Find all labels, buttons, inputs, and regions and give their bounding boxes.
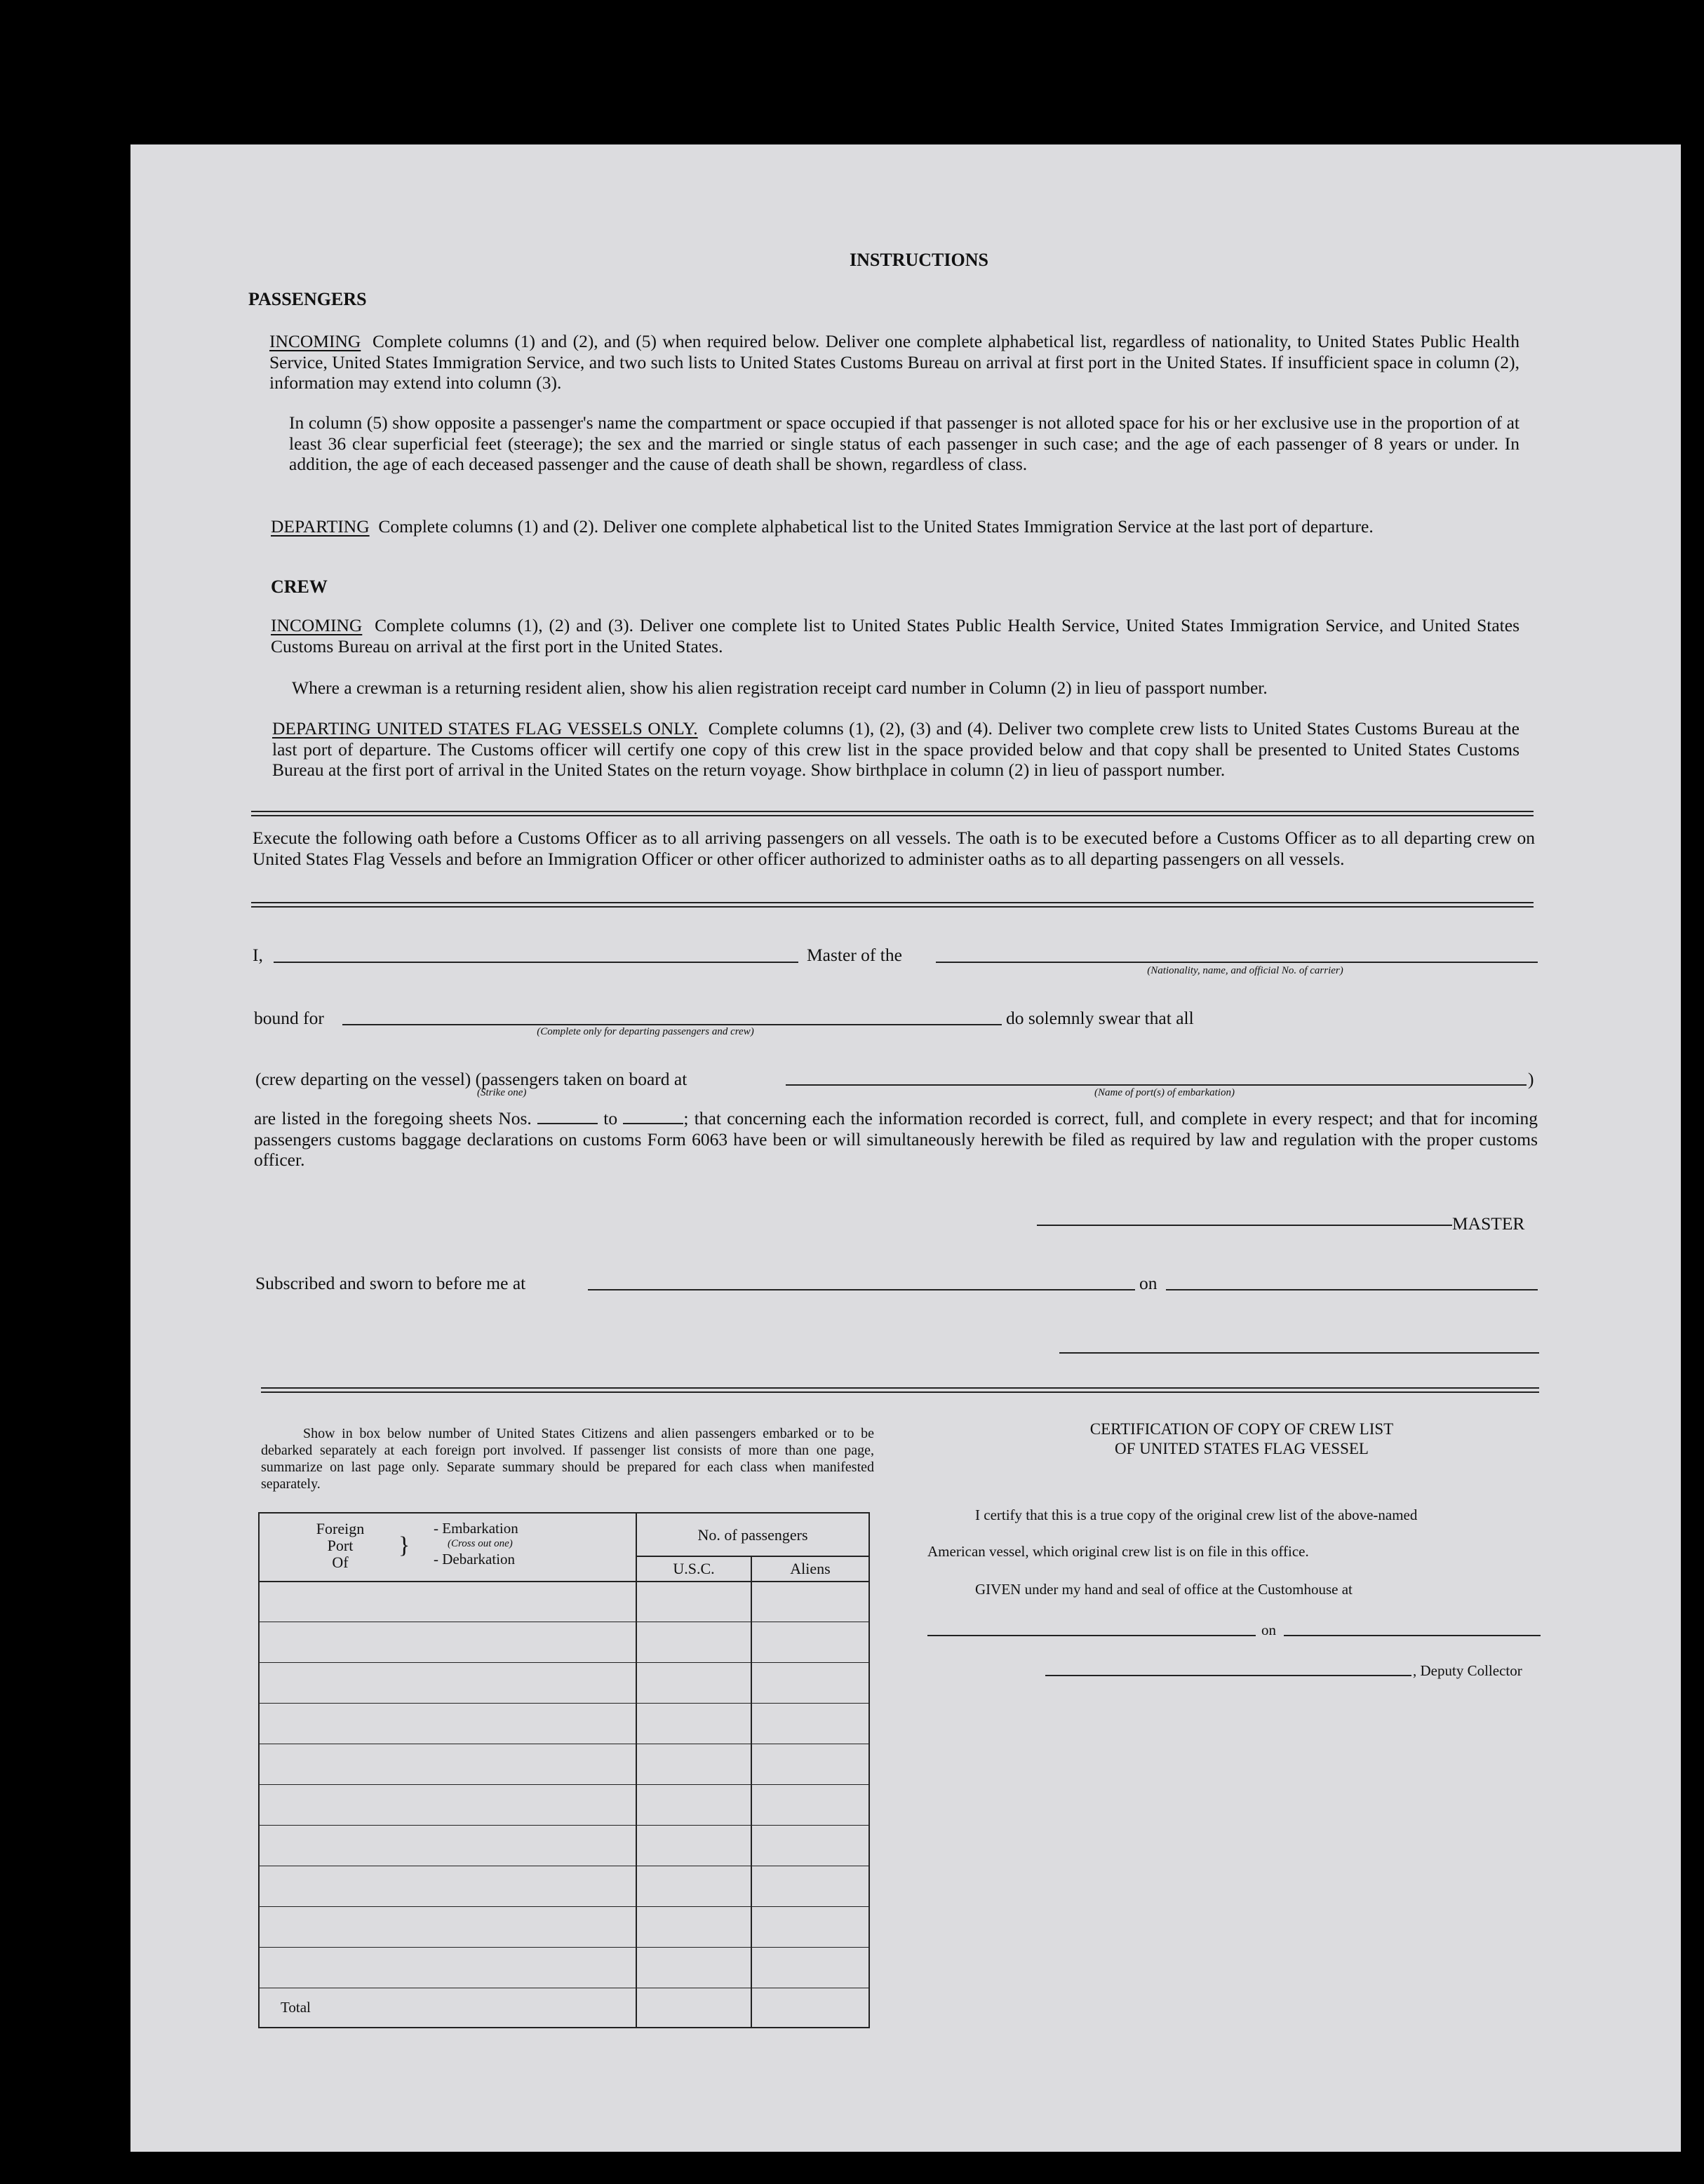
bound-for-label: bound for <box>254 1008 324 1028</box>
listed-to-text: to <box>603 1108 618 1128</box>
crew-incoming-text: Complete columns (1), (2) and (3). Deliver one complete list to United States Public Health Service, United States Immigration Service, and United States Customs Bureau on arrival at the first port in the United States. <box>271 615 1519 656</box>
oath-instructions: Execute the following oath before a Customs Officer as to all arriving passengers on all vessels. The oath is to be executed before a Customs Officer as to all departing crew on United States Flag Vessels and before an Immigration Officer or other officer authorized to administer oaths as to all departing passengers on all vessels. <box>253 828 1535 869</box>
master-of-the-label: Master of the <box>807 945 902 965</box>
bound-for-caption: (Complete only for departing passengers and crew) <box>537 1026 754 1037</box>
brace-icon: } <box>398 1532 410 1558</box>
passengers-incoming-paragraph <box>269 331 1519 393</box>
crew-departing-paragraph <box>272 718 1519 781</box>
strike-one-caption: (Strike one) <box>477 1087 527 1098</box>
section-divider <box>251 811 1534 816</box>
deputy-collector-label: , Deputy Collector <box>1413 1662 1522 1679</box>
crew-departing-label: DEPARTING UNITED STATES FLAG VESSELS ONLY. <box>272 718 698 739</box>
passengers-departing-label: DEPARTING <box>271 516 370 537</box>
section-divider <box>261 1387 1539 1393</box>
given-line: GIVEN under my hand and seal of office at the Customhouse at <box>975 1581 1353 1598</box>
customhouse-line[interactable] <box>927 1635 1256 1636</box>
embarkation-label: - Embarkation <box>434 1520 518 1537</box>
certification-title <box>996 1420 1487 1459</box>
sworn-date-line[interactable] <box>1166 1289 1538 1290</box>
master-label: MASTER <box>1452 1213 1525 1234</box>
section-divider <box>251 902 1534 908</box>
passenger-summary-table <box>258 1512 870 2028</box>
close-paren: ) <box>1528 1069 1534 1089</box>
sworn-place-line[interactable] <box>588 1289 1135 1290</box>
sheet-from-field[interactable] <box>537 1110 598 1124</box>
cross-out-label: (Cross out one) <box>448 1538 513 1549</box>
foreign-port-header <box>302 1521 379 1571</box>
certification-title-1: CERTIFICATION OF COPY OF CREW LIST <box>1089 1420 1394 1438</box>
listed-paragraph <box>254 1108 1538 1171</box>
sheet-to-field[interactable] <box>623 1110 683 1124</box>
crew-departing-label: (crew departing on the vessel) (passengers taken on board at <box>255 1069 687 1089</box>
passengers-incoming-text: Complete columns (1) and (2), and (5) when required below. Deliver one complete alphabetical list, regardless of nationality, to United States Public Health Service, United States Immigration Service, and two such lists to United States Customs Bureau on arrival at first port in the United States. If insufficient space in column (2), information may extend into column (3). <box>269 331 1519 393</box>
total-label: Total <box>281 1999 311 2016</box>
passengers-incoming-label: INCOMING <box>269 331 361 351</box>
certify-line-1: I certify that this is a true copy of the original crew list of the above-named <box>975 1506 1418 1523</box>
certification-title-2: OF UNITED STATES FLAG VESSEL <box>1115 1440 1369 1457</box>
no-passengers-header: No. of passengers <box>697 1526 808 1544</box>
oath-i-label: I, <box>253 945 263 965</box>
cert-on-label: on <box>1261 1622 1276 1638</box>
passengers-heading: PASSENGERS <box>248 289 367 309</box>
sworn-on-label: on <box>1139 1273 1158 1293</box>
deputy-signature-line[interactable] <box>1045 1675 1411 1676</box>
passengers-departing-text: Complete columns (1) and (2). Deliver one complete alphabetical list to the United States Immigration Service at the last port of departure. <box>378 516 1374 537</box>
crew-incoming-label: INCOMING <box>271 615 363 635</box>
of-label: Of <box>332 1553 349 1571</box>
crew-incoming-paragraph <box>271 615 1519 656</box>
crew-heading: CREW <box>271 577 328 597</box>
officer-signature-line[interactable] <box>1059 1352 1539 1354</box>
swear-label: do solemnly swear that all <box>1006 1008 1194 1028</box>
port-embarkation-line[interactable] <box>786 1084 1527 1086</box>
bound-for-line[interactable] <box>342 1024 1002 1025</box>
listed-a-text: are listed in the foregoing sheets Nos. <box>254 1108 532 1128</box>
page-title: INSTRUCTIONS <box>850 250 988 270</box>
nationality-caption: (Nationality, name, and official No. of carrier) <box>1147 965 1343 976</box>
master-signature-line[interactable] <box>1037 1225 1452 1226</box>
summary-instructions: Show in box below number of United States Citizens and alien passengers embarked or to be debarked separately at each foreign port involved. If passenger list consists of more than one page, summarize on last page only. Separate summary should be prepared for each class when manifested separately. <box>261 1426 874 1492</box>
cert-date-line[interactable] <box>1284 1635 1541 1636</box>
crew-resident-text: Where a crewman is a returning resident alien, show his alien registration receipt card number in Column (2) in lieu of passport number. <box>292 678 1268 698</box>
foreign-label: Foreign <box>316 1520 365 1537</box>
aliens-header: Aliens <box>790 1560 831 1577</box>
embark-debark-header <box>434 1521 518 1567</box>
passengers-departing-paragraph <box>271 516 1519 537</box>
debarkation-label: - Debarkation <box>434 1551 516 1568</box>
certify-line-2: American vessel, which original crew list is on file in this office. <box>927 1543 1309 1560</box>
subscribed-label: Subscribed and sworn to before me at <box>255 1273 526 1293</box>
passengers-column5-text: In column (5) show opposite a passenger's name the compartment or space occupied if that passenger is not alloted space for his or her exclusive use in the proportion of at least 36 clear superficial feet (steerage); the sex and the married or single status of each passenger in such case; and the age of each passenger of 8 years or under. In addition, the age of each deceased passenger and the cause of death shall be shown, regardless of class. <box>289 412 1519 474</box>
port-label: Port <box>327 1537 354 1554</box>
carrier-line[interactable] <box>936 962 1538 963</box>
crew-departing-text: Complete columns (1), (2), (3) and (4). Deliver two complete crew lists to United States Customs Bureau at the last port of departure. The Customs officer will certify one copy of this crew list in the space provided below and that copy shall be presented to United States Customs Bureau at the first port of arrival in the United States on the return voyage. Show birthplace in column (2) in lieu of passport number. <box>272 718 1519 780</box>
listed-b-text: ; that concerning each the information recorded is correct, full, and complete in every respect; and that for incoming passengers customs baggage declarations on customs Form 6063 have been or will simultaneously herewith be filed as required by law and regulation with the proper customs officer. <box>254 1108 1538 1170</box>
usc-header: U.S.C. <box>673 1560 715 1577</box>
master-name-line[interactable] <box>274 962 798 963</box>
port-caption: (Name of port(s) of embarkation) <box>1094 1087 1235 1098</box>
